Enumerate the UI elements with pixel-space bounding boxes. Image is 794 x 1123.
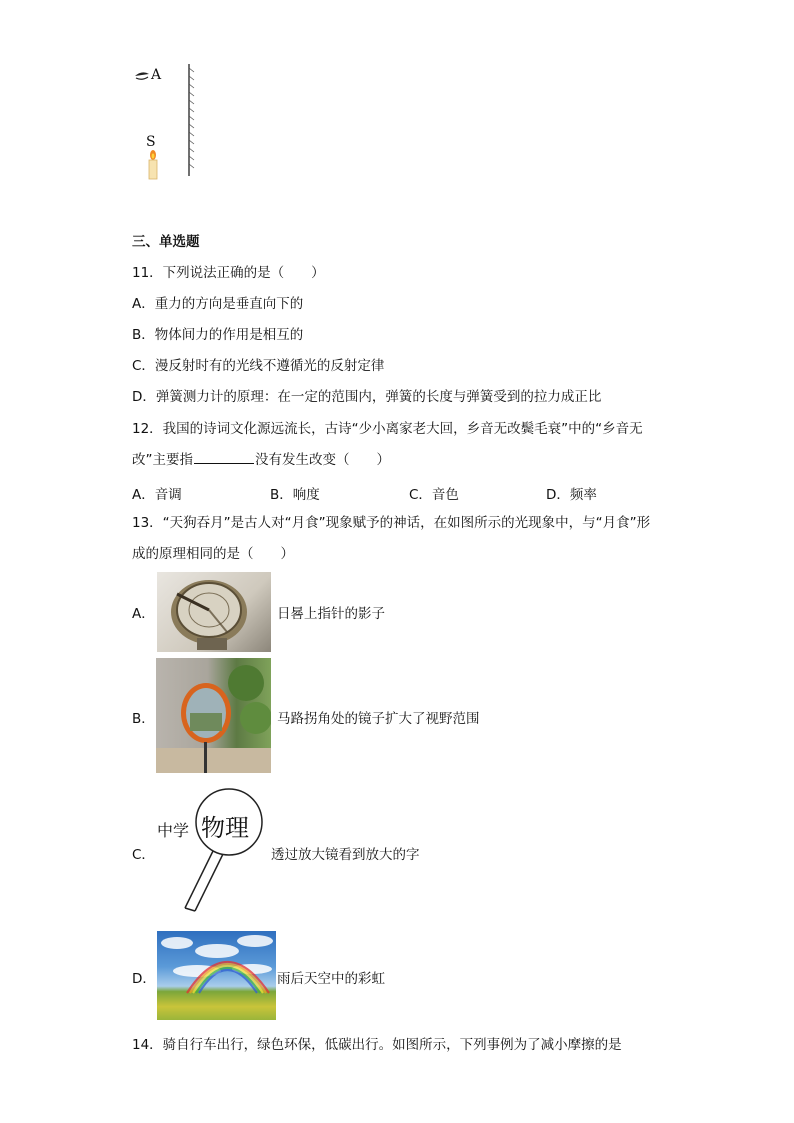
q12-stem-post: 没有发生改变（ ） xyxy=(255,452,390,468)
magnifier-text-small: 中学 xyxy=(157,821,190,840)
sundial-photo xyxy=(157,572,271,652)
section-title: 三、单选题 xyxy=(132,234,200,250)
q13-stem-line1: 13．“天狗吞月”是古人对“月食”现象赋予的神话，在如图所示的光现象中，与“月食”形 xyxy=(132,515,651,531)
q14-stem: 14．骑自行车出行，绿色环保，低碳出行。如图所示，下列事例为了减小摩擦的是 xyxy=(132,1037,622,1053)
q12-option-c: C．音色 xyxy=(409,487,459,503)
q12-option-d: D．频率 xyxy=(546,487,597,503)
plane-mirror xyxy=(186,64,196,176)
eye-icon xyxy=(134,70,150,82)
magnifier-figure xyxy=(155,780,270,915)
q13-stem-line2: 成的原理相同的是（ ） xyxy=(132,546,294,562)
q11-option-b: B．物体间力的作用是相互的 xyxy=(132,327,304,343)
q11-option-d: D．弹簧测力计的原理：在一定的范围内，弹簧的长度与弹簧受到的拉力成正比 xyxy=(132,389,602,405)
q13-option-a-letter: A． xyxy=(132,606,155,622)
q11-stem: 11．下列说法正确的是（ ） xyxy=(132,265,325,281)
mirror-figure xyxy=(130,62,210,182)
q12-stem-line1: 12．我国的诗词文化源远流长，古诗“少小离家老大回，乡音无改鬓毛衰”中的“乡音无 xyxy=(132,421,643,437)
q12-stem-line2 xyxy=(132,451,390,469)
candle-icon xyxy=(146,150,160,180)
label-s: S xyxy=(146,134,156,150)
q13-option-d-caption: 雨后天空中的彩虹 xyxy=(277,971,385,987)
rainbow-photo xyxy=(157,931,276,1020)
q12-stem-pre: 改”主要指 xyxy=(132,452,193,468)
q13-option-b-letter: B． xyxy=(132,711,155,727)
q12-option-b: B．响度 xyxy=(270,487,320,503)
q13-option-d-letter: D． xyxy=(132,971,156,987)
q13-option-b-caption: 马路拐角处的镜子扩大了视野范围 xyxy=(277,711,480,727)
q13-option-c-caption: 透过放大镜看到放大的字 xyxy=(271,847,420,863)
answer-blank xyxy=(194,451,254,464)
label-a: A xyxy=(151,67,162,83)
q12-option-a: A．音调 xyxy=(132,487,182,503)
convex-mirror-photo xyxy=(156,658,271,773)
q11-option-a: A．重力的方向是垂直向下的 xyxy=(132,296,304,312)
q13-option-c-letter: C． xyxy=(132,847,155,863)
q11-option-c: C．漫反射时有的光线不遵循光的反射定律 xyxy=(132,358,385,374)
magnifier-icon xyxy=(155,780,270,915)
magnifier-text-big: 物理 xyxy=(201,814,249,842)
q13-option-a-caption: 日晷上指针的影子 xyxy=(277,606,385,622)
